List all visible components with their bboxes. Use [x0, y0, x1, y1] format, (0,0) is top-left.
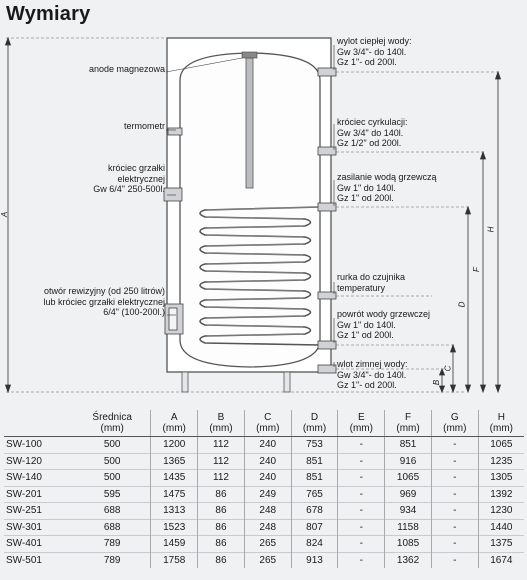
table-cell: 86: [198, 503, 245, 520]
table-header-model: [4, 410, 74, 437]
table-cell: -: [338, 470, 385, 487]
table-cell: 824: [291, 536, 338, 553]
table-cell: 934: [385, 503, 432, 520]
table-cell-model: SW-140: [4, 470, 74, 487]
table-header: G (mm): [431, 410, 478, 437]
table-cell: -: [338, 536, 385, 553]
table-cell: 86: [198, 519, 245, 536]
table-cell: 86: [198, 552, 245, 568]
table-cell: -: [338, 503, 385, 520]
dim-label-c: C: [443, 365, 453, 372]
table-cell: 265: [244, 552, 291, 568]
label-inspection-hole: otwór rewizyjny (od 250 litrów) lub króciec grzałki elektrycznej 6/4" (100-200l.): [43, 286, 165, 317]
table-header: A (mm): [151, 410, 198, 437]
table-cell: 969: [385, 486, 432, 503]
table-cell: 678: [291, 503, 338, 520]
table-cell: -: [431, 470, 478, 487]
table-cell: 1475: [151, 486, 198, 503]
table-cell: 1065: [385, 470, 432, 487]
table-cell: -: [431, 437, 478, 454]
table-row: [4, 470, 524, 487]
label-sensor-tube: rurka do czujnika temperatury: [337, 272, 406, 293]
table-cell-model: SW-251: [4, 503, 74, 520]
dim-label-b: B: [432, 379, 442, 386]
table-row: [4, 453, 524, 470]
table-cell: -: [431, 536, 478, 553]
table-cell: 112: [198, 437, 245, 454]
table-cell: -: [338, 519, 385, 536]
tank-feet: [182, 372, 290, 392]
table-cell: -: [431, 519, 478, 536]
table-header: B (mm): [198, 410, 245, 437]
table-cell: -: [338, 437, 385, 454]
table-cell: 1523: [151, 519, 198, 536]
table-cell: 1313: [151, 503, 198, 520]
table-cell: 86: [198, 536, 245, 553]
table-cell: 765: [291, 486, 338, 503]
table-cell: -: [338, 552, 385, 568]
table-cell-model: SW-201: [4, 486, 74, 503]
page-title: Wymiary: [6, 3, 91, 25]
table-cell: -: [431, 453, 478, 470]
table-cell: 1674: [478, 552, 524, 568]
label-cold-water-inlet: wlot zimnej wody: Gw 3/4"- do 140l. Gz 1"- od 200l.: [337, 359, 408, 390]
table-row: [4, 437, 524, 454]
label-circulation: króciec cyrkulacji: Gw 3/4" do 140l. Gz 1/2" od 200l.: [337, 117, 408, 148]
table-cell: 1392: [478, 486, 524, 503]
label-hot-water-outlet: wylot ciepłej wody: Gw 3/4"- do 140l. Gz 1"- od 200l.: [337, 36, 412, 67]
table-header: C (mm): [244, 410, 291, 437]
table-cell: 86: [198, 486, 245, 503]
table-cell: 688: [74, 503, 151, 520]
table-cell: 500: [74, 453, 151, 470]
table-cell-model: SW-100: [4, 437, 74, 454]
dim-label-a: A: [0, 211, 10, 218]
table-cell: 1758: [151, 552, 198, 568]
table-header: H (mm): [478, 410, 524, 437]
dimensions-table: [4, 410, 524, 568]
table-cell: 1435: [151, 470, 198, 487]
table-header: F (mm): [385, 410, 432, 437]
table-cell: 240: [244, 437, 291, 454]
table-cell: 851: [385, 437, 432, 454]
label-electric-heater: króciec grzałki elektrycznej Gw 6/4" 250-500l.: [93, 163, 165, 194]
table-cell: 1235: [478, 453, 524, 470]
anode-rod: [246, 58, 253, 188]
table-row: [4, 552, 524, 568]
table-cell: -: [431, 486, 478, 503]
table-cell: 248: [244, 503, 291, 520]
table-header: E (mm): [338, 410, 385, 437]
table-row: [4, 519, 524, 536]
table-cell: 916: [385, 453, 432, 470]
dim-label-d: D: [457, 301, 467, 308]
label-heating-return: powrót wody grzewczej Gw 1" do 140l. Gz 1" od 200l.: [337, 309, 431, 340]
table-row: [4, 486, 524, 503]
table-cell-model: SW-501: [4, 552, 74, 568]
label-heating-supply: zasilanie wodą grzewczą Gw 1" do 140l. Gz 1" od 200l.: [337, 172, 437, 203]
table-cell: 851: [291, 453, 338, 470]
table-cell-model: SW-401: [4, 536, 74, 553]
table-header-row: [4, 410, 524, 437]
table-cell: 688: [74, 519, 151, 536]
label-thermometer: termometr: [123, 121, 165, 131]
table-cell: 789: [74, 552, 151, 568]
anode-cap: [242, 52, 257, 58]
table-cell: 913: [291, 552, 338, 568]
dim-label-f: F: [471, 267, 481, 272]
table-cell: 1158: [385, 519, 432, 536]
table-cell: 1362: [385, 552, 432, 568]
table-cell: 240: [244, 470, 291, 487]
table-row: [4, 503, 524, 520]
dim-label-h: H: [486, 226, 496, 233]
table-cell: 1305: [478, 470, 524, 487]
table-cell-model: SW-301: [4, 519, 74, 536]
table-cell: 248: [244, 519, 291, 536]
table-cell: 1200: [151, 437, 198, 454]
table-cell-model: SW-120: [4, 453, 74, 470]
table-cell: 249: [244, 486, 291, 503]
table-cell: 240: [244, 453, 291, 470]
table-cell: -: [338, 486, 385, 503]
table-cell: 807: [291, 519, 338, 536]
table-cell: -: [431, 552, 478, 568]
label-anode: anode magnezowa: [88, 64, 165, 74]
table-cell: 1375: [478, 536, 524, 553]
table-cell: 1230: [478, 503, 524, 520]
table-cell: 753: [291, 437, 338, 454]
table-header: Średnica (mm): [74, 410, 151, 437]
table-cell: 1085: [385, 536, 432, 553]
table-cell: 595: [74, 486, 151, 503]
table-cell: 112: [198, 470, 245, 487]
table-cell: 851: [291, 470, 338, 487]
table-cell: 500: [74, 437, 151, 454]
table-cell: -: [431, 503, 478, 520]
table-cell: 265: [244, 536, 291, 553]
table-cell: 789: [74, 536, 151, 553]
table-cell: 1459: [151, 536, 198, 553]
table-cell: -: [338, 453, 385, 470]
table-cell: 500: [74, 470, 151, 487]
table-cell: 1365: [151, 453, 198, 470]
table-cell: 112: [198, 453, 245, 470]
table-row: [4, 536, 524, 553]
table-cell: 1065: [478, 437, 524, 454]
table-cell: 1440: [478, 519, 524, 536]
table-header: D (mm): [291, 410, 338, 437]
